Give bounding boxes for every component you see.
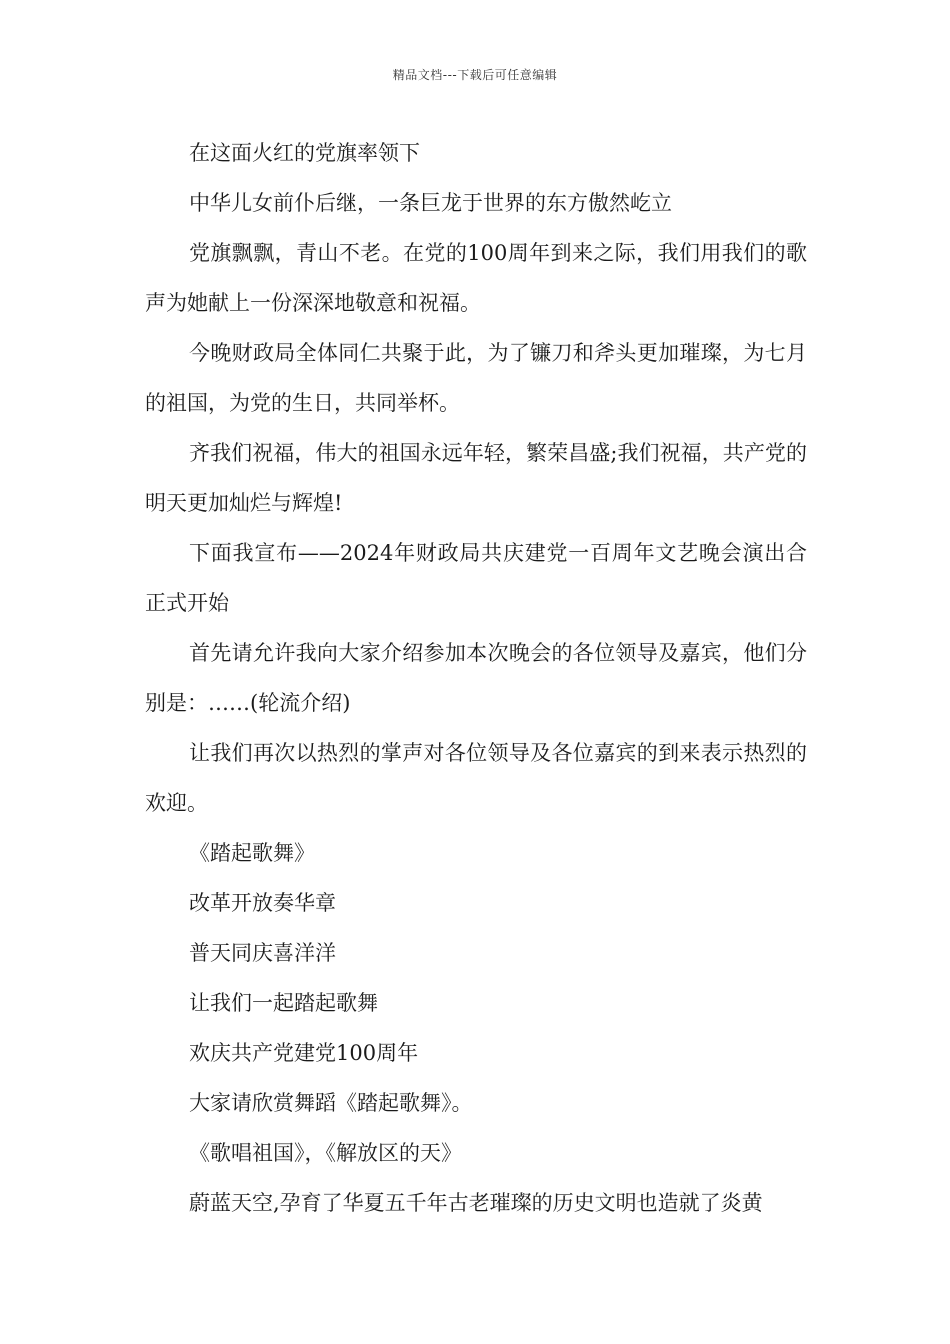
program-title: 《歌唱祖国》，《解放区的天》 — [189, 1141, 462, 1165]
verse-line: 欢庆共产党建党100周年 — [189, 1041, 419, 1065]
verse-line: 改革开放奏华章 — [189, 891, 336, 915]
verse-line: 普天同庆喜洋洋 — [189, 941, 336, 965]
program-title: 《踏起歌舞》 — [189, 841, 315, 865]
verse-line: 让我们一起踏起歌舞 — [189, 991, 378, 1015]
paragraph: 大家请欣赏舞蹈《踏起歌舞》。 — [189, 1091, 473, 1115]
document-body — [145, 128, 807, 1228]
paragraph: 今晚财政局全体同仁共聚于此，为了镰刀和斧头更加璀璨，为七月的祖国，为党的生日，共同举杯。 — [145, 341, 807, 415]
paragraph: 齐我们祝福，伟大的祖国永远年轻，繁荣昌盛;我们祝福，共产党的明天更加灿烂与辉煌! — [145, 441, 807, 515]
paragraph: 让我们再次以热烈的掌声对各位领导及各位嘉宾的到来表示热烈的欢迎。 — [145, 741, 807, 815]
paragraph: 下面我宣布——2024年财政局共庆建党一百周年文艺晚会演出合正式开始 — [145, 541, 807, 615]
paragraph: 首先请允许我向大家介绍参加本次晚会的各位领导及嘉宾，他们分别是：……(轮流介绍) — [145, 641, 807, 715]
paragraph: 蔚蓝天空,孕育了华夏五千年古老璀璨的历史文明也造就了炎黄 — [189, 1191, 763, 1215]
paragraph: 党旗飘飘，青山不老。在党的100周年到来之际，我们用我们的歌声为她献上一份深深地敬意和祝福。 — [145, 241, 807, 315]
paragraph: 在这面火红的党旗率领下 — [189, 141, 420, 165]
paragraph: 中华儿女前仆后继，一条巨龙于世界的东方傲然屹立 — [189, 191, 672, 215]
page-header: 精品文档---下载后可任意编辑 — [392, 68, 558, 82]
